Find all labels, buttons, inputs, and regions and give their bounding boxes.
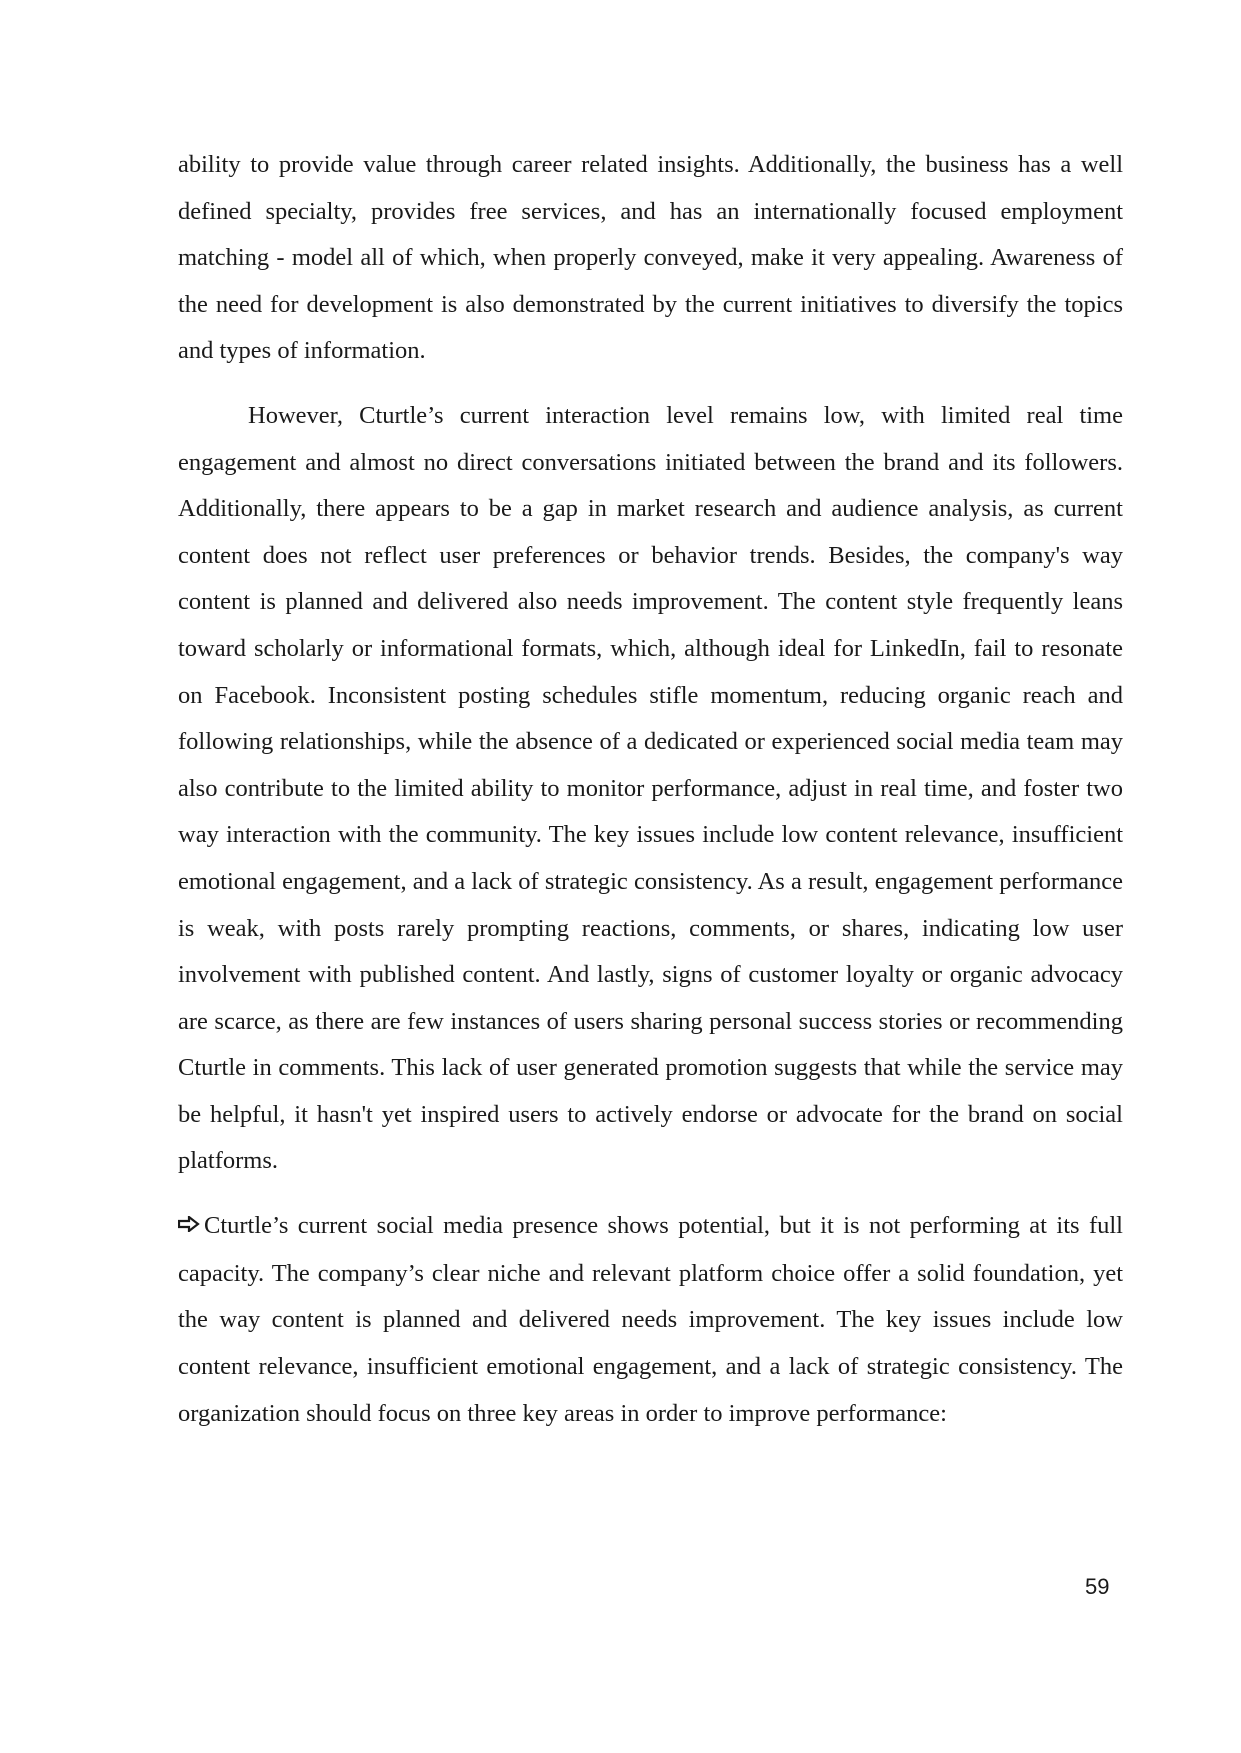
- conclusion-text: Cturtle’s current social media presence shows potential, but it is not performing at its full capacity. The company’s clear niche and relevant platform choice offer a solid foundation, yet the way content is planned and delivered needs improvement. The key issues include low content relevance, insufficient emotional engagement, and a lack of strategic consistency. The organization should focus on three key areas in order to improve performance:: [178, 1212, 1123, 1427]
- paragraph-conclusion: [178, 1203, 1123, 1437]
- paragraph-weaknesses: However, Cturtle’s current interaction level remains low, with limited real time engagement and almost no direct conversations initiated between the brand and its followers. Additionally, there appears to be a gap in market research and audience analysis, as current content does not reflect user preferences or behavior trends. Besides, the company's way content is planned and delivered also needs improvement. The content style frequently leans toward scholarly or informational formats, which, although ideal for LinkedIn, fail to resonate on Facebook. Inconsistent posting schedules stifle momentum, reducing organic reach and following relationships, while the absence of a dedicated or experienced social media team may also contribute to the limited ability to monitor performance, adjust in real time, and foster two way interaction with the community. The key issues include low content relevance, insufficient emotional engagement, and a lack of strategic consistency. As a result, engagement performance is weak, with posts rarely prompting reactions, comments, or shares, indicating low user involvement with published content. And lastly, signs of customer loyalty or organic advocacy are scarce, as there are few instances of users sharing personal success stories or recommending Cturtle in comments. This lack of user generated promotion suggests that while the service may be helpful, it hasn't yet inspired users to actively endorse or advocate for the brand on social platforms.: [178, 401, 1123, 1175]
- right-arrow-icon: [178, 1202, 200, 1249]
- page-number: 59: [1085, 1574, 1110, 1599]
- body-text: [178, 142, 1123, 1455]
- paragraph-strengths: ability to provide value through career related insights. Additionally, the business has a well defined specialty, provides free services, and has an internationally focused employment matching - model all of which, when properly conveyed, make it very appealing. Awareness of the need for development is also demonstrated by the current initiatives to diversify the topics and types of information.: [178, 151, 1123, 365]
